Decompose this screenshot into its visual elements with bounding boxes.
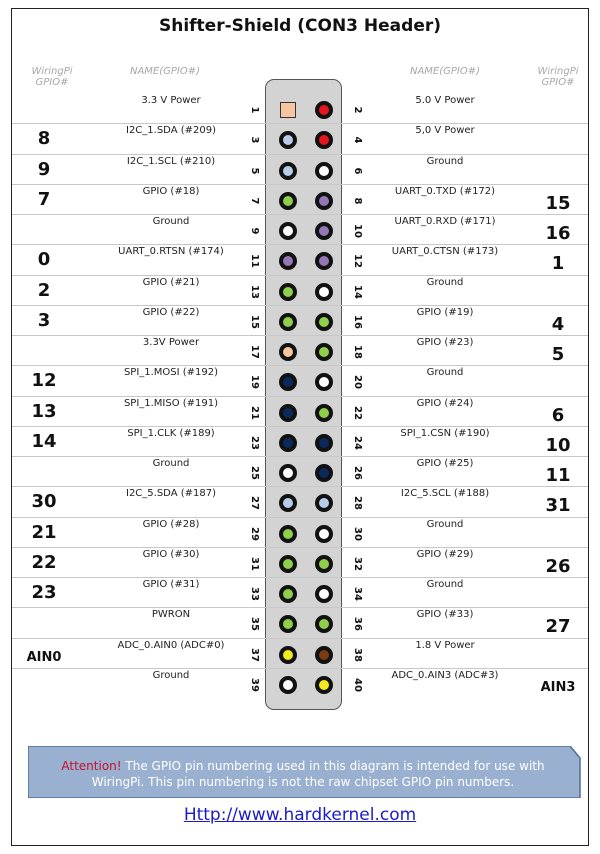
pin-name-left: GPIO (#31) bbox=[142, 579, 200, 590]
pin-name-left: GPIO (#22) bbox=[142, 306, 200, 318]
pin-number-right: 14 bbox=[352, 284, 363, 299]
attention-line1: The GPIO pin numbering used in this diagram is intended for use with bbox=[121, 759, 545, 773]
pin-number-right: 40 bbox=[352, 677, 363, 692]
pin-number-left: 9 bbox=[249, 227, 260, 235]
pin-number-left: 7 bbox=[249, 197, 260, 205]
wiringpi-left: 14 bbox=[31, 430, 57, 452]
pin-name-right: UART_0.CTSN (#173) bbox=[391, 246, 499, 258]
wiringpi-left: 22 bbox=[31, 551, 57, 573]
pin-21-icon bbox=[279, 404, 297, 422]
row-divider bbox=[12, 426, 588, 427]
pin-number-right: 4 bbox=[352, 136, 363, 144]
attention-note bbox=[28, 746, 584, 798]
pin-number-right: 16 bbox=[352, 314, 363, 329]
pin-23-icon bbox=[279, 434, 297, 452]
wiringpi-right: 16 bbox=[545, 223, 571, 244]
row-divider bbox=[12, 668, 588, 669]
row-divider bbox=[12, 486, 588, 487]
pin-name-left: 3.3V Power bbox=[142, 337, 200, 348]
pin-number-right: 26 bbox=[352, 466, 363, 481]
wiringpi-left: 8 bbox=[37, 128, 51, 150]
pin-32-icon bbox=[315, 555, 333, 573]
page-title: Shifter-Shield (CON3 Header) bbox=[158, 16, 442, 36]
pin-name-left: GPIO (#28) bbox=[142, 518, 200, 530]
pin-name-left: I2C_5.SDA (#187) bbox=[126, 488, 216, 500]
wiringpi-right: 31 bbox=[545, 495, 571, 517]
row-divider bbox=[12, 396, 588, 397]
pin-6-icon bbox=[315, 162, 333, 180]
pin-name-left: SPI_1.CLK (#189) bbox=[127, 427, 215, 439]
row-divider bbox=[12, 517, 588, 518]
pin-number-right: 24 bbox=[352, 435, 363, 450]
row-divider bbox=[12, 154, 588, 155]
pin-15-icon bbox=[279, 313, 297, 331]
wiringpi-right: 15 bbox=[545, 192, 571, 214]
pin-name-right: GPIO (#24) bbox=[416, 397, 474, 409]
pin-name-right: Ground bbox=[426, 367, 464, 379]
pin-34-icon bbox=[315, 585, 333, 603]
pin-name-right: Ground bbox=[426, 579, 464, 590]
pin-name-left: I2C_1.SCL (#210) bbox=[126, 155, 216, 167]
wiringpi-left: 9 bbox=[37, 158, 51, 180]
row-divider bbox=[12, 305, 588, 306]
pin-number-right: 36 bbox=[352, 617, 363, 632]
pin-name-right: GPIO (#19) bbox=[416, 306, 474, 318]
attention-line2: WiringPi. This pin numbering is not the raw chipset GPIO pin numbers. bbox=[91, 775, 515, 789]
pin-name-left: GPIO (#18) bbox=[142, 185, 200, 197]
pin-name-left: GPIO (#21) bbox=[142, 276, 200, 288]
header-name-left: NAME(GPIO#) bbox=[129, 66, 201, 77]
pin-1-icon bbox=[280, 102, 296, 118]
pin-9-icon bbox=[279, 222, 297, 240]
wiringpi-right: 1 bbox=[551, 253, 565, 275]
pin-number-left: 39 bbox=[249, 677, 260, 692]
pin-number-right: 12 bbox=[352, 254, 363, 269]
pin-number-right: 18 bbox=[352, 345, 363, 360]
pin-38-icon bbox=[315, 646, 333, 664]
wiringpi-left: 0 bbox=[37, 249, 51, 271]
pin-name-left: UART_0.RTSN (#174) bbox=[118, 246, 224, 258]
wiringpi-left: 3 bbox=[37, 309, 51, 331]
pin-name-right: UART_0.RXD (#171) bbox=[394, 216, 496, 227]
pin-2-icon bbox=[315, 101, 333, 119]
wiringpi-left: 12 bbox=[31, 370, 57, 392]
pin-name-left: I2C_1.SDA (#209) bbox=[126, 125, 216, 137]
pin-number-left: 1 bbox=[249, 106, 260, 114]
pin-name-right: GPIO (#33) bbox=[416, 609, 474, 621]
pin-name-right: 5,0 V Power bbox=[415, 125, 475, 137]
pin-number-right: 38 bbox=[352, 647, 363, 662]
pin-number-left: 11 bbox=[249, 254, 260, 269]
pin-number-left: 23 bbox=[249, 435, 260, 450]
pin-5-icon bbox=[279, 162, 297, 180]
pin-name-left: ADC_0.AIN0 (ADC#0) bbox=[117, 639, 225, 651]
pin-8-icon bbox=[315, 192, 333, 210]
pin-name-left: PWRON bbox=[151, 609, 191, 621]
pin-number-left: 31 bbox=[249, 556, 260, 571]
pin-number-left: 5 bbox=[249, 167, 260, 175]
pin-number-right: 30 bbox=[352, 526, 363, 541]
pin-25-icon bbox=[279, 464, 297, 482]
pin-number-left: 15 bbox=[249, 314, 260, 329]
pin-name-right: 5.0 V Power bbox=[415, 95, 475, 106]
pin-name-right: ADC_0.AIN3 (ADC#3) bbox=[391, 669, 499, 681]
pin-name-right: UART_0.TXD (#172) bbox=[394, 185, 496, 197]
pin-name-right: SPI_1.CSN (#190) bbox=[400, 427, 490, 439]
wiringpi-right: 10 bbox=[545, 434, 571, 456]
row-divider bbox=[12, 184, 588, 185]
pin-number-right: 6 bbox=[352, 167, 363, 175]
pin-number-right: 2 bbox=[352, 106, 363, 114]
pin-name-left: SPI_1.MOSI (#192) bbox=[123, 367, 219, 379]
header-wiringpi-left: WiringPi GPIO# bbox=[31, 66, 73, 88]
wiringpi-left: 21 bbox=[31, 521, 57, 543]
pin-name-left: Ground bbox=[152, 458, 190, 469]
wiringpi-left: 7 bbox=[37, 188, 51, 210]
wiringpi-right: 6 bbox=[551, 404, 565, 426]
pin-name-right: Ground bbox=[426, 276, 464, 288]
pin-number-right: 32 bbox=[352, 556, 363, 571]
pin-number-left: 25 bbox=[249, 466, 260, 481]
header-name-right: NAME(GPIO#) bbox=[409, 66, 481, 77]
pin-number-right: 28 bbox=[352, 496, 363, 511]
pin-name-right: GPIO (#23) bbox=[416, 337, 474, 348]
pin-29-icon bbox=[279, 525, 297, 543]
row-divider bbox=[12, 547, 588, 548]
row-divider bbox=[12, 335, 588, 336]
pin-number-right: 10 bbox=[352, 224, 363, 239]
row-divider bbox=[12, 365, 588, 366]
hardkernel-link[interactable]: Http://www.hardkernel.com bbox=[183, 805, 417, 825]
header-wiringpi-right: WiringPi GPIO# bbox=[537, 66, 579, 88]
pin-number-left: 27 bbox=[249, 496, 260, 511]
pin-22-icon bbox=[315, 404, 333, 422]
attention-label: Attention! bbox=[61, 759, 122, 773]
pin-number-right: 34 bbox=[352, 587, 363, 602]
row-divider bbox=[12, 214, 588, 215]
pin-31-icon bbox=[279, 555, 297, 573]
row-divider bbox=[12, 123, 588, 124]
wiringpi-left: AIN0 bbox=[26, 649, 62, 665]
pin-7-icon bbox=[279, 192, 297, 210]
wiringpi-left: 23 bbox=[31, 582, 57, 603]
row-divider bbox=[12, 244, 588, 245]
pin-33-icon bbox=[279, 585, 297, 603]
pin-number-left: 33 bbox=[249, 587, 260, 602]
row-divider bbox=[12, 638, 588, 639]
pin-number-left: 35 bbox=[249, 617, 260, 632]
pin-number-left: 19 bbox=[249, 375, 260, 390]
pin-number-right: 20 bbox=[352, 375, 363, 390]
pin-number-left: 29 bbox=[249, 526, 260, 541]
row-divider bbox=[12, 607, 588, 608]
pin-16-icon bbox=[315, 313, 333, 331]
pin-number-left: 13 bbox=[249, 284, 260, 299]
row-divider bbox=[12, 577, 588, 578]
row-divider bbox=[12, 456, 588, 457]
wiringpi-right: 5 bbox=[551, 344, 565, 365]
pin-17-icon bbox=[279, 343, 297, 361]
wiringpi-left: 13 bbox=[31, 400, 57, 422]
pin-14-icon bbox=[315, 283, 333, 301]
wiringpi-right: 27 bbox=[545, 616, 571, 638]
pin-name-left: GPIO (#30) bbox=[142, 548, 200, 560]
wiringpi-right: AIN3 bbox=[540, 679, 576, 695]
pin-24-icon bbox=[315, 434, 333, 452]
pin-name-right: Ground bbox=[426, 518, 464, 530]
pin-name-right: GPIO (#29) bbox=[416, 548, 474, 560]
pin-40-icon bbox=[315, 676, 333, 694]
pin-26-icon bbox=[315, 464, 333, 482]
wiringpi-left: 30 bbox=[31, 491, 57, 513]
pin-name-left: Ground bbox=[152, 216, 190, 227]
row-divider bbox=[12, 275, 588, 276]
wiringpi-right: 26 bbox=[545, 555, 571, 577]
pin-name-left: Ground bbox=[152, 669, 190, 681]
pin-18-icon bbox=[315, 343, 333, 361]
pin-number-right: 8 bbox=[352, 197, 363, 205]
pin-number-left: 3 bbox=[249, 136, 260, 144]
wiringpi-right: 4 bbox=[551, 313, 565, 335]
wiringpi-right: 11 bbox=[545, 465, 571, 486]
pin-30-icon bbox=[315, 525, 333, 543]
pin-name-right: GPIO (#25) bbox=[416, 458, 474, 469]
pin-39-icon bbox=[279, 676, 297, 694]
pin-name-right: I2C_5.SCL (#188) bbox=[400, 488, 490, 500]
pin-13-icon bbox=[279, 283, 297, 301]
pin-name-left: 3.3 V Power bbox=[141, 95, 201, 106]
pin-name-right: Ground bbox=[426, 155, 464, 167]
pin-name-right: 1.8 V Power bbox=[415, 639, 475, 651]
attention-text bbox=[38, 758, 568, 790]
pin-10-icon bbox=[315, 222, 333, 240]
pin-number-left: 21 bbox=[249, 405, 260, 420]
pin-name-left: SPI_1.MISO (#191) bbox=[123, 397, 219, 409]
pin-number-right: 22 bbox=[352, 405, 363, 420]
pin-number-left: 37 bbox=[249, 647, 260, 662]
pin-37-icon bbox=[279, 646, 297, 664]
wiringpi-left: 2 bbox=[37, 279, 51, 301]
pin-number-left: 17 bbox=[249, 345, 260, 360]
